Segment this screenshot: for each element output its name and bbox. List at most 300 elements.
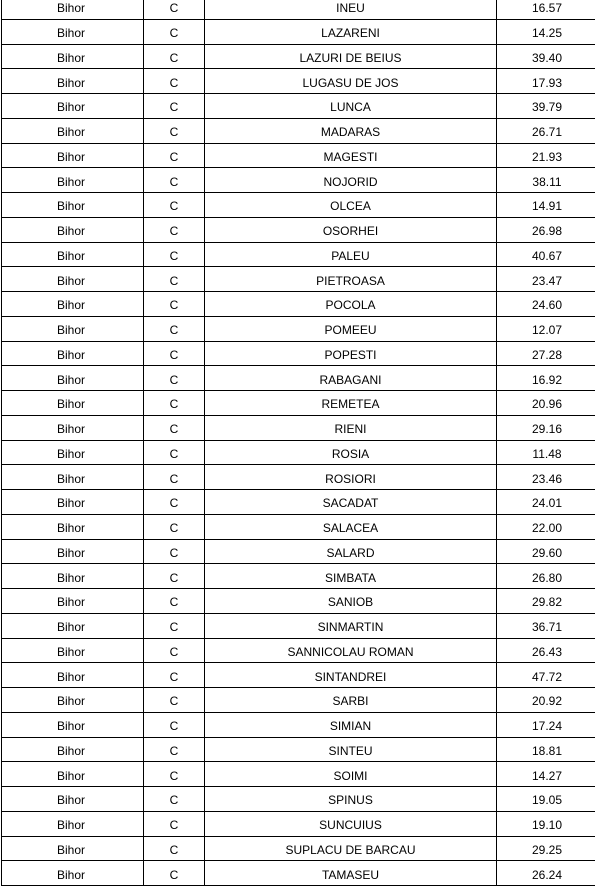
table-row: [2, 613, 595, 638]
cell-value: [497, 168, 595, 193]
cell-county: [2, 217, 144, 242]
cell-category-text: C: [170, 320, 179, 337]
cell-locality-text: TAMASEU: [322, 865, 379, 882]
cell-value-text: 14.25: [532, 23, 562, 40]
cell-locality-text: SINMARTIN: [318, 617, 384, 634]
cell-county-text: Bihor: [57, 840, 85, 857]
cell-category-text: C: [170, 172, 179, 189]
cell-value-text: 11.48: [532, 444, 561, 461]
cell-county: [2, 316, 144, 341]
cell-category: [144, 787, 205, 812]
cell-category: [144, 712, 205, 737]
cell-category-text: C: [170, 345, 179, 362]
cell-value-text: 21.93: [532, 147, 562, 164]
cell-county: [2, 168, 144, 193]
cell-locality: [205, 69, 497, 94]
cell-locality: [205, 737, 497, 762]
cell-category-text: C: [170, 246, 179, 263]
cell-value: [497, 118, 595, 143]
cell-category: [144, 688, 205, 713]
table-row: [2, 193, 595, 218]
cell-county-text: Bihor: [57, 48, 85, 65]
cell-category: [144, 811, 205, 836]
cell-county: [2, 292, 144, 317]
cell-county-text: Bihor: [57, 444, 85, 461]
cell-locality-text: POMEEU: [324, 320, 376, 337]
cell-category-text: C: [170, 419, 179, 436]
cell-county-text: Bihor: [57, 295, 85, 312]
cell-county-text: Bihor: [57, 97, 85, 114]
cell-value: [497, 836, 595, 861]
cell-category: [144, 415, 205, 440]
cell-county: [2, 613, 144, 638]
cell-locality-text: POCOLA: [325, 295, 375, 312]
cell-county: [2, 539, 144, 564]
cell-category: [144, 638, 205, 663]
cell-locality: [205, 143, 497, 168]
cell-locality-text: SUNCUIUS: [319, 815, 382, 832]
cell-county-text: Bihor: [57, 419, 85, 436]
cell-locality: [205, 193, 497, 218]
cell-value: [497, 267, 595, 292]
cell-county-text: Bihor: [57, 642, 85, 659]
table-row: [2, 292, 595, 317]
cell-category-text: C: [170, 493, 179, 510]
cell-county-text: Bihor: [57, 394, 85, 411]
cell-value-text: 23.46: [532, 469, 562, 486]
cell-category-text: C: [170, 295, 179, 312]
table-row: [2, 589, 595, 614]
cell-locality: [205, 415, 497, 440]
cell-county-text: Bihor: [57, 568, 85, 585]
cell-value: [497, 613, 595, 638]
cell-category: [144, 69, 205, 94]
table-row: [2, 69, 595, 94]
table-row: [2, 391, 595, 416]
table-row: [2, 143, 595, 168]
cell-value-text: 38.11: [532, 172, 561, 189]
cell-county-text: Bihor: [57, 469, 85, 486]
cell-category: [144, 316, 205, 341]
table-row: [2, 267, 595, 292]
cell-category: [144, 267, 205, 292]
cell-category: [144, 44, 205, 69]
cell-category: [144, 168, 205, 193]
cell-category-text: C: [170, 741, 179, 758]
cell-value-text: 29.25: [532, 840, 562, 857]
cell-county-text: Bihor: [57, 592, 85, 609]
cell-category: [144, 762, 205, 787]
cell-value-text: 40.67: [532, 246, 562, 263]
cell-value-text: 26.98: [532, 221, 562, 238]
cell-category-text: C: [170, 221, 179, 238]
cell-locality: [205, 440, 497, 465]
cell-value: [497, 391, 595, 416]
cell-value: [497, 341, 595, 366]
cell-category-text: C: [170, 196, 179, 213]
cell-value-text: 26.43: [532, 642, 562, 659]
cell-value: [497, 811, 595, 836]
cell-locality: [205, 44, 497, 69]
cell-category: [144, 217, 205, 242]
cell-value: [497, 316, 595, 341]
cell-value-text: 24.60: [532, 295, 562, 312]
cell-value-text: 19.05: [532, 790, 562, 807]
cell-category: [144, 242, 205, 267]
cell-locality-text: ROSIA: [332, 444, 369, 461]
table-row: [2, 415, 595, 440]
cell-county-text: Bihor: [57, 246, 85, 263]
cell-county: [2, 787, 144, 812]
cell-locality-text: SACADAT: [323, 493, 379, 510]
cell-locality-text: POPESTI: [324, 345, 376, 362]
cell-value: [497, 564, 595, 589]
cell-category: [144, 440, 205, 465]
table-row: [2, 217, 595, 242]
cell-locality: [205, 292, 497, 317]
cell-value: [497, 663, 595, 688]
table-row: [2, 341, 595, 366]
cell-value: [497, 440, 595, 465]
cell-category: [144, 514, 205, 539]
cell-locality: [205, 613, 497, 638]
cell-value: [497, 762, 595, 787]
table-row: [2, 712, 595, 737]
cell-locality-text: PALEU: [331, 246, 369, 263]
cell-locality: [205, 688, 497, 713]
table-row: [2, 836, 595, 861]
cell-category: [144, 490, 205, 515]
cell-value-text: 27.28: [532, 345, 562, 362]
cell-value: [497, 193, 595, 218]
cell-value: [497, 69, 595, 94]
cell-county: [2, 44, 144, 69]
cell-county: [2, 465, 144, 490]
cell-county-text: Bihor: [57, 196, 85, 213]
cell-category-text: C: [170, 766, 179, 783]
cell-locality-text: RABAGANI: [319, 370, 381, 387]
cell-value: [497, 514, 595, 539]
cell-category: [144, 118, 205, 143]
table-row: [2, 242, 595, 267]
cell-value: [497, 94, 595, 119]
cell-locality-text: REMETEA: [321, 394, 379, 411]
cell-locality: [205, 366, 497, 391]
cell-county: [2, 143, 144, 168]
cell-locality-text: SOIMI: [333, 766, 367, 783]
cell-locality: [205, 564, 497, 589]
cell-county-text: Bihor: [57, 221, 85, 238]
cell-county-text: Bihor: [57, 23, 85, 40]
cell-locality: [205, 316, 497, 341]
cell-locality-text: PIETROASA: [316, 271, 385, 288]
cell-value-text: 20.92: [532, 691, 562, 708]
cell-value-text: 36.71: [532, 617, 562, 634]
cell-locality: [205, 267, 497, 292]
table-row: [2, 564, 595, 589]
cell-category-text: C: [170, 48, 179, 65]
cell-category-text: C: [170, 0, 179, 15]
cell-category: [144, 613, 205, 638]
table-row: [2, 44, 595, 69]
cell-locality-text: MADARAS: [321, 122, 380, 139]
cell-value: [497, 688, 595, 713]
cell-county: [2, 415, 144, 440]
table-row: [2, 787, 595, 812]
cell-category: [144, 589, 205, 614]
cell-county-text: Bihor: [57, 0, 85, 15]
cell-category: [144, 94, 205, 119]
cell-locality-text: LAZARENI: [321, 23, 380, 40]
cell-locality: [205, 168, 497, 193]
cell-county: [2, 762, 144, 787]
cell-value: [497, 19, 595, 44]
cell-county: [2, 94, 144, 119]
cell-locality: [205, 391, 497, 416]
cell-county: [2, 19, 144, 44]
cell-county: [2, 69, 144, 94]
cell-county: [2, 341, 144, 366]
cell-value: [497, 737, 595, 762]
cell-value-text: 20.96: [532, 394, 562, 411]
cell-county: [2, 267, 144, 292]
cell-value-text: 29.82: [532, 592, 562, 609]
cell-value-text: 26.71: [532, 122, 562, 139]
cell-value: [497, 465, 595, 490]
cell-value: [497, 415, 595, 440]
cell-category: [144, 193, 205, 218]
table-row: [2, 168, 595, 193]
cell-category: [144, 564, 205, 589]
cell-county-text: Bihor: [57, 518, 85, 535]
cell-category-text: C: [170, 716, 179, 733]
cell-locality: [205, 217, 497, 242]
cell-locality: [205, 712, 497, 737]
cell-county-text: Bihor: [57, 345, 85, 362]
cell-category-text: C: [170, 568, 179, 585]
cell-value-text: 14.91: [532, 196, 562, 213]
cell-locality-text: SPINUS: [328, 790, 373, 807]
cell-value-text: 23.47: [532, 271, 562, 288]
cell-value-text: 29.60: [532, 543, 562, 560]
cell-value-text: 29.16: [532, 419, 562, 436]
cell-locality: [205, 118, 497, 143]
cell-value: [497, 589, 595, 614]
cell-county: [2, 737, 144, 762]
cell-county: [2, 712, 144, 737]
cell-locality: [205, 465, 497, 490]
cell-locality: [205, 787, 497, 812]
cell-value-text: 26.24: [532, 865, 562, 882]
cell-county: [2, 514, 144, 539]
table-row: [2, 737, 595, 762]
cell-county: [2, 564, 144, 589]
cell-locality-text: RIENI: [334, 419, 366, 436]
cell-county: [2, 242, 144, 267]
cell-value-text: 22.00: [532, 518, 562, 535]
table-row: [2, 539, 595, 564]
table-row: [2, 514, 595, 539]
cell-locality-text: MAGESTI: [323, 147, 377, 164]
cell-locality-text: SALARD: [326, 543, 374, 560]
cell-county: [2, 688, 144, 713]
table-row: [2, 762, 595, 787]
cell-category-text: C: [170, 271, 179, 288]
cell-locality-text: ROSIORI: [325, 469, 376, 486]
cell-category-text: C: [170, 444, 179, 461]
cell-locality-text: OSORHEI: [323, 221, 378, 238]
cell-locality: [205, 490, 497, 515]
cell-category: [144, 341, 205, 366]
cell-category: [144, 0, 205, 19]
cell-locality-text: OLCEA: [330, 196, 371, 213]
cell-locality-text: LUNCA: [330, 97, 371, 114]
cell-locality-text: SIMIAN: [330, 716, 371, 733]
cell-county: [2, 118, 144, 143]
cell-category-text: C: [170, 73, 179, 90]
table-row: [2, 440, 595, 465]
cell-locality: [205, 341, 497, 366]
cell-locality-text: SANNICOLAU ROMAN: [287, 642, 413, 659]
cell-locality: [205, 94, 497, 119]
cell-category-text: C: [170, 840, 179, 857]
cell-value: [497, 490, 595, 515]
cell-value-text: 19.10: [532, 815, 562, 832]
cell-county-text: Bihor: [57, 766, 85, 783]
cell-locality: [205, 514, 497, 539]
cell-value: [497, 143, 595, 168]
cell-locality-text: SARBI: [332, 691, 368, 708]
cell-value: [497, 292, 595, 317]
cell-category: [144, 663, 205, 688]
cell-locality-text: LAZURI DE BEIUS: [299, 48, 401, 65]
cell-value-text: 17.93: [532, 73, 562, 90]
cell-locality-text: INEU: [336, 0, 365, 15]
cell-value-text: 47.72: [532, 667, 562, 684]
cell-county-text: Bihor: [57, 493, 85, 510]
cell-locality: [205, 638, 497, 663]
cell-locality-text: SINTEU: [328, 741, 372, 758]
cell-category-text: C: [170, 543, 179, 560]
table-row: [2, 94, 595, 119]
cell-category-text: C: [170, 815, 179, 832]
cell-locality: [205, 836, 497, 861]
cell-value: [497, 638, 595, 663]
cell-county-text: Bihor: [57, 815, 85, 832]
cell-locality-text: SANIOB: [328, 592, 373, 609]
cell-category-text: C: [170, 97, 179, 114]
cell-category-text: C: [170, 642, 179, 659]
cell-category-text: C: [170, 865, 179, 882]
cell-county: [2, 836, 144, 861]
cell-locality: [205, 762, 497, 787]
cell-county: [2, 366, 144, 391]
cell-category-text: C: [170, 147, 179, 164]
cell-locality-text: SIMBATA: [325, 568, 376, 585]
cell-category-text: C: [170, 592, 179, 609]
cell-category: [144, 143, 205, 168]
cell-county-text: Bihor: [57, 667, 85, 684]
cell-locality-text: SINTANDREI: [315, 667, 387, 684]
cell-locality-text: LUGASU DE JOS: [302, 73, 398, 90]
cell-value: [497, 712, 595, 737]
cell-county-text: Bihor: [57, 741, 85, 758]
cell-locality-text: SALACEA: [323, 518, 378, 535]
cell-value-text: 18.81: [532, 741, 562, 758]
cell-category-text: C: [170, 691, 179, 708]
cell-value-text: 17.24: [532, 716, 562, 733]
cell-category: [144, 391, 205, 416]
cell-value: [497, 366, 595, 391]
cell-locality: [205, 242, 497, 267]
cell-value: [497, 539, 595, 564]
cell-category-text: C: [170, 394, 179, 411]
table-row: [2, 638, 595, 663]
cell-value: [497, 242, 595, 267]
cell-locality: [205, 19, 497, 44]
cell-locality: [205, 663, 497, 688]
cell-county: [2, 0, 144, 19]
cell-locality: [205, 0, 497, 19]
cell-category: [144, 539, 205, 564]
cell-category: [144, 737, 205, 762]
table-row: [2, 811, 595, 836]
cell-category: [144, 292, 205, 317]
data-table: [1, 0, 595, 886]
cell-category-text: C: [170, 469, 179, 486]
table-row: [2, 465, 595, 490]
cell-category: [144, 836, 205, 861]
cell-category-text: C: [170, 122, 179, 139]
cell-county: [2, 589, 144, 614]
cell-locality: [205, 539, 497, 564]
cell-county: [2, 663, 144, 688]
cell-value-text: 14.27: [532, 766, 562, 783]
cell-county-text: Bihor: [57, 73, 85, 90]
cell-category: [144, 366, 205, 391]
table-row: [2, 118, 595, 143]
cell-county: [2, 391, 144, 416]
cell-value-text: 26.80: [532, 568, 562, 585]
cell-county: [2, 193, 144, 218]
cell-county-text: Bihor: [57, 543, 85, 560]
cell-county-text: Bihor: [57, 790, 85, 807]
cell-value-text: 16.57: [532, 0, 562, 15]
cell-locality-text: NOJORID: [324, 172, 378, 189]
cell-category: [144, 19, 205, 44]
cell-county: [2, 638, 144, 663]
cell-value-text: 12.07: [532, 320, 562, 337]
cell-value-text: 24.01: [532, 493, 562, 510]
cell-value: [497, 44, 595, 69]
table-body: [2, 0, 595, 886]
cell-county-text: Bihor: [57, 691, 85, 708]
cell-county-text: Bihor: [57, 617, 85, 634]
cell-county: [2, 811, 144, 836]
table-row: [2, 663, 595, 688]
cell-county-text: Bihor: [57, 320, 85, 337]
cell-county-text: Bihor: [57, 122, 85, 139]
table-row: [2, 19, 595, 44]
cell-county-text: Bihor: [57, 716, 85, 733]
cell-locality-text: SUPLACU DE BARCAU: [285, 840, 415, 857]
cell-value-text: 39.79: [532, 97, 562, 114]
cell-value: [497, 217, 595, 242]
cell-locality: [205, 811, 497, 836]
table-row: [2, 688, 595, 713]
cell-county: [2, 490, 144, 515]
table-row: [2, 316, 595, 341]
